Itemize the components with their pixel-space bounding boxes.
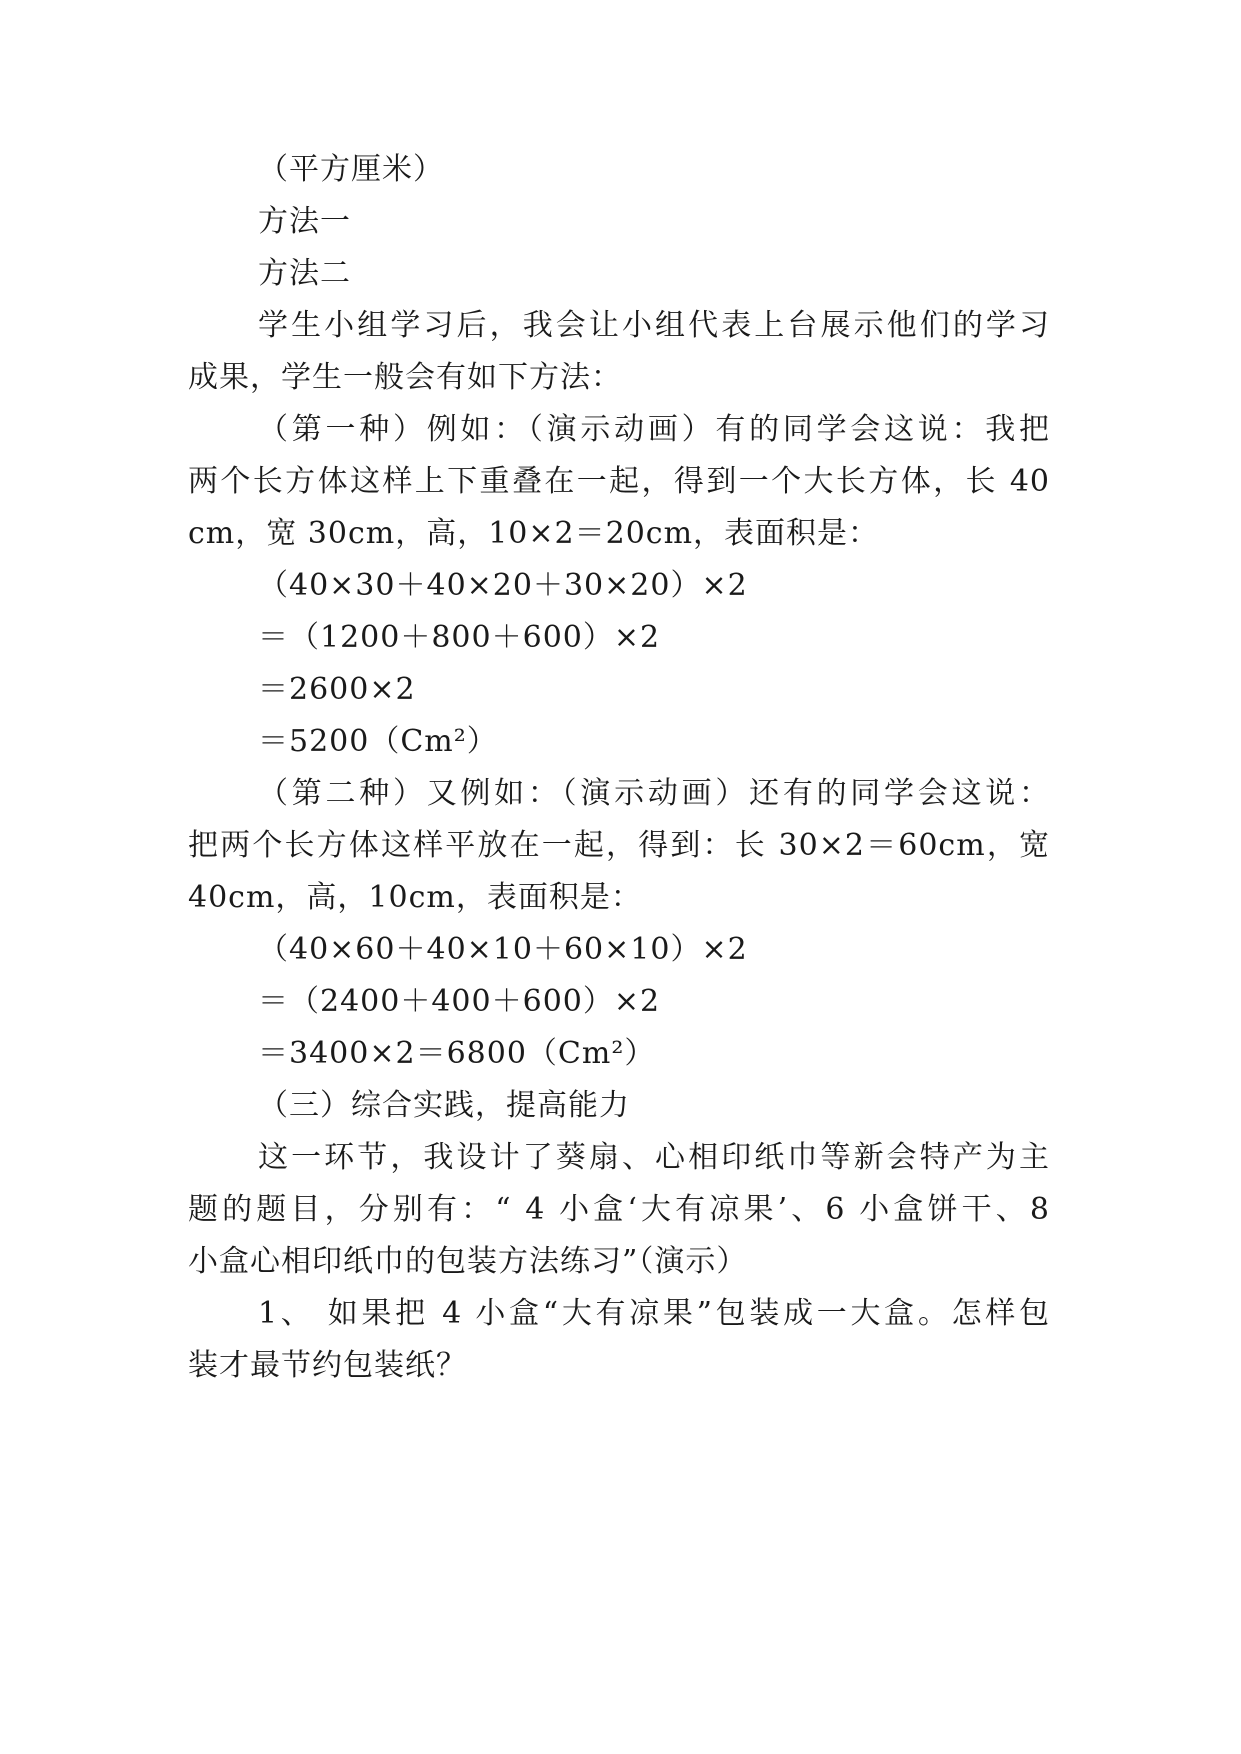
text-line: 小盒心相印纸巾的包装方法练习”（演示） <box>188 1244 748 1279</box>
text-line: （第一种）例如：（演示动画）有的同学会这说：我把 <box>258 412 1050 447</box>
text-line: 成果，学生一般会有如下方法： <box>188 360 622 395</box>
formula-line: （40×60＋40×10＋60×10）×2 <box>258 932 748 967</box>
text-line: 题的题目，分别有：“ 4 小盒‘大有凉果’、6 小盒饼干、8 <box>188 1192 1050 1227</box>
text-line: 把两个长方体这样平放在一起，得到：长 30×2＝60cm，宽 <box>188 828 1050 863</box>
formula-line: ＝（1200＋800＋600）×2 <box>258 620 661 655</box>
text-line: 1、 如果把 4 小盒“大有凉果”包装成一大盒。怎样包 <box>258 1296 1050 1331</box>
section-heading: （三）综合实践，提高能力 <box>258 1088 630 1123</box>
formula-line: （40×30＋40×20＋30×20）×2 <box>258 568 748 603</box>
formula-line: ＝2600×2 <box>258 672 416 707</box>
text-line: 装才最节约包装纸？ <box>188 1348 467 1383</box>
text-line: 方法一 <box>258 204 351 239</box>
text-line: 两个长方体这样上下重叠在一起，得到一个大长方体，长 40 <box>188 464 1050 499</box>
text-line: 这一环节，我设计了葵扇、心相印纸巾等新会特产为主 <box>258 1140 1050 1175</box>
text-line: （平方厘米） <box>258 152 444 187</box>
text-line: 学生小组学习后，我会让小组代表上台展示他们的学习 <box>258 308 1050 343</box>
text-line: cm，宽 30cm，高，10×2＝20cm，表面积是： <box>188 516 880 551</box>
formula-line: ＝（2400＋400＋600）×2 <box>258 984 661 1019</box>
text-line: 方法二 <box>258 256 351 291</box>
formula-line: ＝5200（Cm²） <box>258 724 498 759</box>
text-line: 40cm，高，10cm，表面积是： <box>188 880 642 915</box>
formula-line: ＝3400×2＝6800（Cm²） <box>258 1036 656 1071</box>
text-line: （第二种）又例如：（演示动画）还有的同学会这说： <box>258 776 1050 811</box>
